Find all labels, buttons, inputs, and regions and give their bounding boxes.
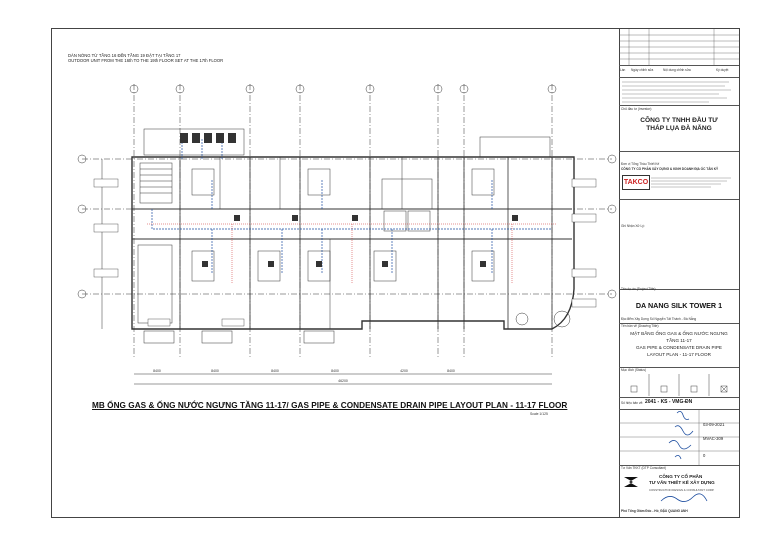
consultant-logo-icon [623,475,639,489]
drawing-title-line4: LAYOUT PLAN - 11-17 FLOOR [647,352,711,357]
signature-section [619,409,739,466]
dimension-label: 4200 [400,369,408,373]
contractor-section [619,151,739,200]
contractor-name: CÔNG TY CỔ PHẦN XÂY DỰNG & KINH DOANH ĐỊA ỐC TÂN KỶ [621,167,719,171]
consultant-subtitle: CONSTRUCTION DESIGN & CONSULTANT CORP. [649,488,715,492]
rev-header-date: Ngày chỉnh sửa [631,68,654,72]
project-section [619,289,739,324]
title-block [619,29,739,517]
floor-plan-drawing [52,29,619,517]
drawing-number: 2041 - KS - VMG-ĐN [645,399,693,405]
revision-number: 0 [703,453,706,458]
note-line-1: DÀN NÓNG TỪ TẦNG 16 ĐẾN TẦNG 19 ĐẶT TẠI TẦNG 17 [68,53,181,58]
client-section [619,105,739,152]
takco-logo: TAKCO [622,175,650,190]
notes-lines [619,77,739,105]
status-checkboxes [619,374,739,396]
rev-header-content: Nội dung chỉnh sửa [663,68,691,72]
dimension-label: 8400 [153,369,161,373]
client-label: Chủ đầu tư (Investor): [621,107,653,111]
drawing-sheet [51,28,740,518]
drawing-title-line2: TẦNG 11-17 [666,338,692,343]
total-dimension-label: 46200 [338,379,348,383]
project-location: Địa điểm Xây Dựng Số Nguyễn Tất Thành - Đà Nẵng [621,317,697,321]
notes-label: Ghi Nhận Xử Lý: [621,224,645,228]
client-name-line1: CÔNG TY TNHH ĐẦU TƯ [640,117,718,124]
drawing-title-section [619,323,739,368]
consultant-name-line1: CÔNG TY CỔ PHẦN [659,474,703,479]
drawing-number-label: Số hiệu bản vẽ: [621,401,644,405]
consultant-signature [659,491,709,505]
status-label: Mục đích (Status) [621,368,646,372]
consultant-label: Tư Vấn TKKT (DTP Consultant) [621,466,667,470]
consultant-name-line2: TƯ VẤN THIẾT KẾ XÂY DỰNG [649,480,715,485]
issue-date: 03-09-2021 [703,422,725,427]
dimension-label: 8400 [447,369,455,373]
drawing-main-title: MB ỐNG GAS & ỐNG NƯỚC NGƯNG TẦNG 11-17/ GAS PIPE & CONDENSATE DRAIN PIPE LAYOUT PLAN - 11-17 FLOOR [92,401,568,410]
rev-header-approve: Ký duyệt [716,68,729,72]
notes-section [619,199,739,290]
contractor-address-lines [651,176,735,188]
status-section [619,367,739,398]
project-label: Tên dự án (Project Title): [621,287,657,291]
revision-table-lines [619,29,739,65]
contractor-label: Đơn vị Tổng Thầu Thiết Kế [621,162,660,166]
dimension-label: 8400 [271,369,279,373]
rev-header-no: Lần [620,68,626,72]
drawing-title-label: Tên bản vẽ (Drawing Title): [621,324,660,328]
note-line-2: OUTDOOR UNIT FROM THE 16th TO THE 19th FLOOR SET AT THE 17th FLOOR [68,58,224,63]
drawing-title-line3: GAS PIPE & CONDENSATE DRAIN PIPE [636,345,722,350]
client-name-line2: THÁP LỤA ĐÀ NẴNG [646,125,712,132]
dimension-label: 8400 [331,369,339,373]
drawing-scale: Scale 1/125 [530,412,548,416]
revision-grid [619,29,739,66]
director-name: Phó Tổng Giám Đốc - Hồ_ĐẶU QUANG ANH [621,509,688,513]
drawing-title-line1: MẶT BẰNG ỐNG GAS & ỐNG NƯỚC NGƯNG [630,331,728,336]
project-name: DA NANG SILK TOWER 1 [635,301,723,310]
general-notes [619,77,739,106]
consultant-section [619,465,739,517]
dimension-label: 8400 [211,369,219,373]
sheet-number: MVAC-309 [703,436,724,441]
floor-plan-area [52,29,620,517]
